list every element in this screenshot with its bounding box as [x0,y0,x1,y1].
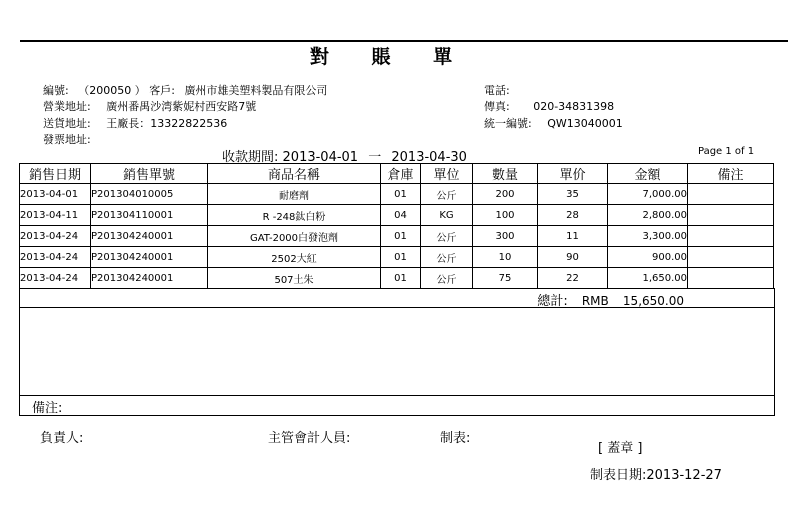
make-date [590,464,722,483]
sale-number-cell: P201304240001 [91,247,208,268]
sale-date-cell: 2013-04-24 [20,247,91,268]
sale-date-cell: 2013-04-24 [20,268,91,289]
quantity-cell: 300 [473,226,538,247]
remark-cell [688,247,774,268]
phone-label: 電話: [484,84,510,97]
unit-price-cell: 28 [538,205,608,226]
unified-number-value: QW13040001 [547,117,623,130]
unit-cell: 公斤 [421,268,473,289]
statement-table [19,163,774,289]
warehouse-cell: 01 [381,247,421,268]
total-currency: RMB [581,294,609,308]
column-header: 單位 [421,164,473,184]
product-name-cell: 2502大紅 [208,247,381,268]
unit-cell: 公斤 [421,184,473,205]
warehouse-cell: 04 [381,205,421,226]
column-header: 商品名稱 [208,164,381,184]
unit-price-cell: 90 [538,247,608,268]
quantity-cell: 100 [473,205,538,226]
responsible-person: 負責人: [40,431,84,446]
sale-number-cell: P201304010005 [91,184,208,205]
column-header: 備注 [688,164,774,184]
remark-cell [688,226,774,247]
column-header: 倉庫 [381,164,421,184]
fax-value: 020-34831398 [533,100,615,113]
warehouse-cell: 01 [381,184,421,205]
total-label: 總計: [537,294,568,309]
customer-label: 客戶: [149,84,175,97]
column-header: 單价 [538,164,608,184]
sale-number-cell: P201304240001 [91,226,208,247]
warehouse-cell: 01 [381,268,421,289]
business-address-line [43,98,256,114]
sale-date-cell: 2013-04-24 [20,226,91,247]
warehouse-cell: 01 [381,226,421,247]
amount-cell: 3,300.00 [608,226,688,247]
amount-cell: 900.00 [608,247,688,268]
business-address-label: 營業地址: [43,100,91,113]
quantity-cell: 200 [473,184,538,205]
unit-price-cell: 11 [538,226,608,247]
code-customer-line [43,82,327,98]
phone-line [484,82,516,98]
product-name-cell: GAT-2000白發泡劑 [208,226,381,247]
sale-date-cell: 2013-04-11 [20,205,91,226]
grand-total [537,290,684,309]
unit-price-cell: 35 [538,184,608,205]
make-date-label: 制表日期: [590,468,647,483]
unified-number-line [484,115,623,131]
tabulator: 制表: [440,431,471,446]
remark-cell [688,268,774,289]
period-from: 2013-04-01 [282,150,359,165]
remark-row [19,396,775,416]
sale-number-cell: P201304110001 [91,205,208,226]
delivery-address-line [43,115,227,131]
amount-cell: 1,650.00 [608,268,688,289]
period-label: 收款期間: [222,150,279,165]
remark-cell [688,184,774,205]
chief-accountant: 主管會計人員: [268,431,351,446]
stamp-placeholder: [ 蓋章 ] [598,441,643,456]
table-row [20,184,774,205]
quantity-cell: 75 [473,268,538,289]
table-row [20,268,774,289]
page-indicator: Page 1 of 1 [698,146,755,157]
column-header: 銷售單號 [91,164,208,184]
table-row [20,247,774,268]
amount-cell: 2,800.00 [608,205,688,226]
document-title: 對 賬 單 [309,46,471,68]
unit-cell: 公斤 [421,226,473,247]
delivery-address-value: 王廠長：13322822536 [106,117,228,130]
column-header: 數量 [473,164,538,184]
delivery-address-label: 送貨地址: [43,117,91,130]
fax-line [484,98,614,114]
business-address-value: 廣州番禺沙湾紫妮村西安路7號 [106,100,257,113]
unified-number-label: 統一編號: [484,117,532,130]
remark-cell [688,205,774,226]
table-row [20,205,774,226]
product-name-cell: 耐磨劑 [208,184,381,205]
table-row [20,226,774,247]
sale-date-cell: 2013-04-01 [20,184,91,205]
make-date-value: 2013-12-27 [646,468,722,483]
product-name-cell: R -248鈦白粉 [208,205,381,226]
fax-label: 傳真: [484,100,510,113]
code-label: 編號: [43,84,69,97]
invoice-address-label: 發票地址: [43,133,91,146]
blank-area [19,308,775,396]
sale-number-cell: P201304240001 [91,268,208,289]
amount-cell: 7,000.00 [608,184,688,205]
invoice-address-line [43,131,97,147]
column-header: 銷售日期 [20,164,91,184]
column-header: 金額 [608,164,688,184]
product-name-cell: 507土朱 [208,268,381,289]
period-to: 2013-04-30 [391,150,467,165]
total-row [19,288,775,308]
unit-price-cell: 22 [538,268,608,289]
code-value: （200050 ） [78,84,146,97]
table-header-row [20,164,774,184]
unit-cell: KG [421,205,473,226]
remark-label: 備注: [32,401,63,416]
customer-value: 廣州市雄美塑料製品有限公司 [184,84,328,97]
total-amount: 15,650.00 [622,294,684,308]
period-separator: 一 [368,150,382,165]
unit-cell: 公斤 [421,247,473,268]
quantity-cell: 10 [473,247,538,268]
